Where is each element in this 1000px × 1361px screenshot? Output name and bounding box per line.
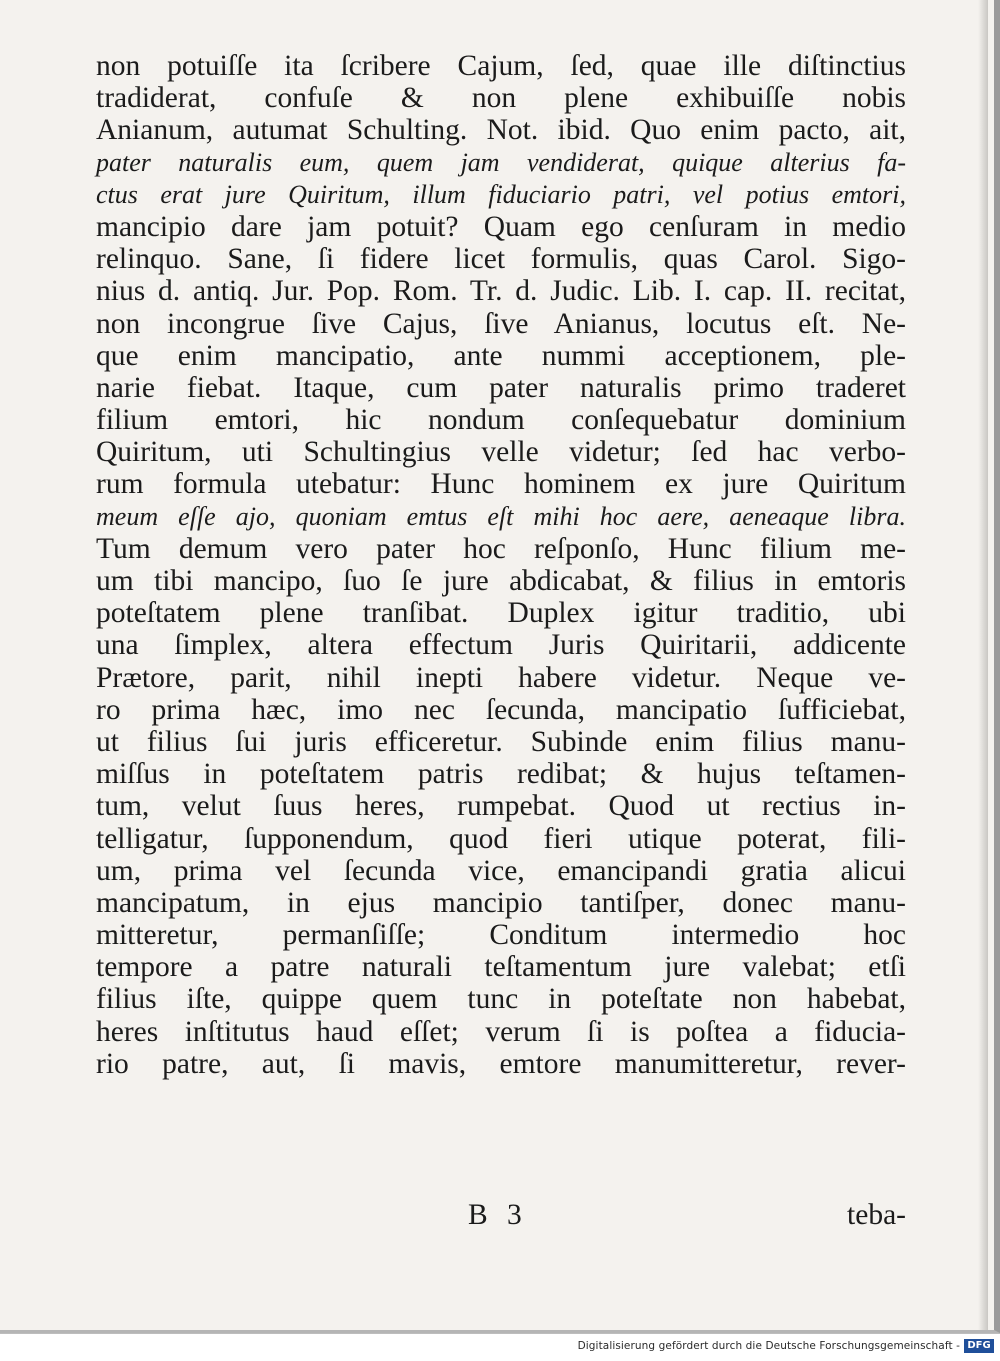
text-line: tradiderat, confuſe & non plene exhibuiſſe nobis [96,82,906,115]
text-line: meum eſſe ajo, quoniam emtus eſt mihi hoc aere, aeneaque libra. [96,501,906,531]
text-line: tum, velut ſuus heres, rumpebat. Quod ut rectius in- [96,790,906,823]
text-line: mancipio dare jam potuit? Quam ego cenſuram in medio [96,210,906,243]
text-line: heres inſtitutus haud eſſet; verum ſi is poſtea a fiducia- [96,1015,906,1048]
text-line: relinquo. Sane, ſi fidere licet formulis, quas Carol. Sigo- [96,243,906,276]
text-line: non potuiſſe ita ſcribere Cajum, ſed, quae ille diſtinctius [96,50,906,82]
text-line: una ſimplex, altera effectum Juris Quiritarii, addicente [96,629,906,662]
text-line: miſſus in poteſtatem patris redibat; & hujus teſtamen- [96,758,906,791]
text-line: pater naturalis eum, quem jam vendiderat, quique alterius fa- [96,147,906,177]
text-line: filium emtori, hic nondum conſequebatur dominium [96,404,906,437]
dfg-logo: DFG [964,1339,994,1353]
text-line: rio patre, aut, ſi mavis, emtore manumitteretur, rever- [96,1047,906,1080]
text-line: ro prima hæc, imo nec ſecunda, mancipatio ſufficiebat, [96,693,906,726]
credit-bar [0,1333,1000,1361]
text-line: non incongrue ſive Cajus, ſive Anianus, locutus eſt. Ne- [96,307,906,340]
text-line: narie fiebat. Itaque, cum pater naturalis primo traderet [96,371,906,404]
signature-mark: B 3 [468,1199,528,1231]
text-line: filius iſte, quippe quem tunc in poteſtate non habebat, [96,983,906,1016]
text-line: poteſtatem plene tranſibat. Duplex igitur traditio, ubi [96,597,906,630]
text-line: ctus erat jure Quiritum, illum fiduciario patri, vel potius emtori, [96,179,906,209]
text-line: Anianum, autumat Schulting. Not. ibid. Quo enim pacto, ait, [96,114,906,147]
text-line: Quiritum, uti Schultingius velle videtur; ſed hac verbo- [96,436,906,469]
catchword: teba- [847,1199,906,1231]
text-line: Prætore, parit, nihil inepti habere videtur. Neque ve- [96,661,906,694]
funding-credit: Digitalisierung gefördert durch die Deutsche Forschungsgemeinschaft - [577,1340,960,1352]
text-line: telligatur, ſupponendum, quod fieri utique poterat, fili- [96,822,906,855]
text-line: mancipatum, in ejus mancipio tantiſper, donec manu- [96,886,906,919]
text-line: ut filius ſui juris efficeretur. Subinde enim filius manu- [96,725,906,758]
body-text [96,50,906,1080]
text-line: um tibi mancipo, ſuo ſe jure abdicabat, & filius in emtoris [96,565,906,597]
text-line: um, prima vel ſecunda vice, emancipandi gratia alicui [96,854,906,887]
text-line: mitteretur, permanſiſſe; Conditum intermedio hoc [96,919,906,952]
text-line: tempore a patre naturali teſtamentum jure valebat; etſi [96,951,906,984]
page-footer-line [96,1199,906,1233]
text-line: rum formula utebatur: Hunc hominem ex jure Quiritum [96,468,906,501]
text-line: nius d. antiq. Jur. Pop. Rom. Tr. d. Judic. Lib. I. cap. II. recitat, [96,275,906,308]
text-line: Tum demum vero pater hoc reſponſo, Hunc filium me- [96,532,906,565]
page-edge-shadow [978,0,988,1330]
text-line: que enim mancipatio, ante nummi acceptionem, ple- [96,339,906,372]
